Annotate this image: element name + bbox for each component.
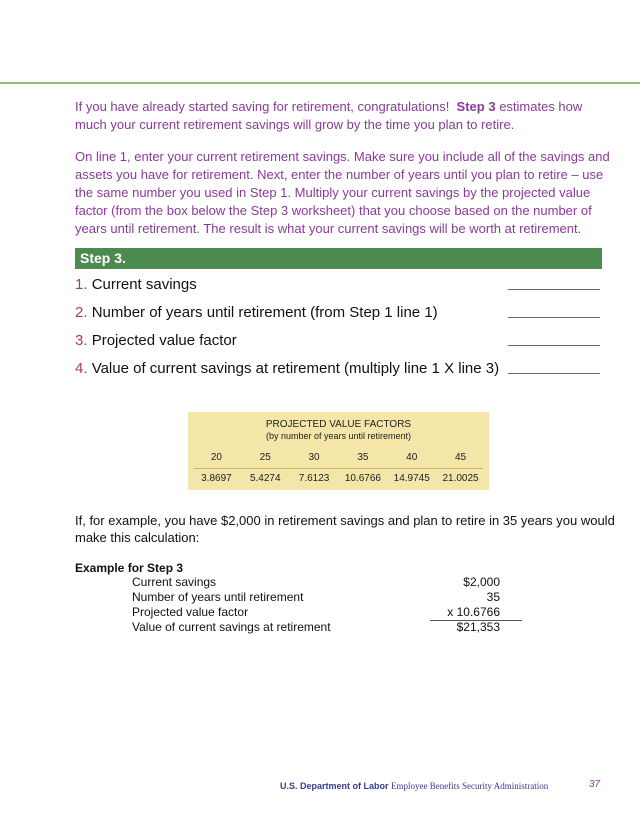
worksheet-line-4 [75,357,602,385]
factors-title: PROJECTED VALUE FACTORS [265,419,412,430]
factor-value: 14.9745 [393,473,430,484]
example-label: Number of years until retirement [132,590,304,604]
example-value: $2,000 [463,575,500,589]
example-label: Value of current savings at retirement [132,620,331,634]
footer [280,781,548,791]
intro-paragraph-2: On line 1, enter your current retirement savings. Make sure you include all of the savings and assets you have for retirement. Next, enter the number of years until you plan to retire – use the same number you used in Step 1. Multiply your current savings by the projected value factor (from the box below the Step 3 worksheet) that you choose based on the number of years until retirement. The result is what your current savings will be worth at retirement. [75,149,610,236]
factor-year: 40 [406,452,418,463]
example-label: Current savings [132,575,217,589]
factor-value: 21.0025 [442,473,479,484]
intro-text [75,98,610,252]
example-table [132,575,522,635]
step-header: Step 3. [75,248,602,269]
example-row [132,605,522,620]
line-3-blank[interactable] [508,345,600,346]
factor-value: 7.6123 [298,473,330,484]
factor-value: 3.8697 [201,473,232,484]
intro-step-ref: Step 3 [456,99,496,114]
factors-subtitle: (by number of years until retirement) [265,431,412,441]
example-intro-text: If, for example, you have $2,000 in retirement savings and plan to retire in 35 years you would make this calculation: [75,513,615,545]
example-row [132,575,522,590]
factor-year: 25 [259,452,271,463]
line-number: 4. [75,360,88,377]
line-label: Number of years until retirement (from Step 1 line 1) [91,304,438,321]
line-4-blank[interactable] [508,373,600,374]
factors-years-row [192,452,485,463]
line-number: 2. [75,304,88,321]
factors-divider [194,468,483,469]
line-number: 3. [75,332,88,349]
example-value: 35 [486,590,500,604]
factor-year: 30 [308,452,320,463]
factor-value: 10.6766 [344,473,381,484]
line-number: 1. [75,276,88,293]
line-label: Value of current savings at retirement (multiply line 1 X line 3) [91,360,500,377]
example-row [132,620,522,635]
factors-values-row [192,473,485,484]
intro-p1-start: If you have already started saving for retirement, congratulations! [75,99,450,114]
line-label: Current savings [91,276,197,293]
worksheet-line-1 [75,273,602,301]
factor-year: 20 [210,452,222,463]
example-label: Projected value factor [132,605,249,619]
factor-value: 5.4274 [249,473,281,484]
factor-year: 35 [357,452,369,463]
worksheet-line-3 [75,329,602,357]
line-2-blank[interactable] [508,317,600,318]
footer-department: U.S. Department of Labor [280,781,389,791]
example-value: x 10.6766 [447,605,500,619]
top-divider [0,82,640,84]
example-row [132,590,522,605]
intro-paragraph-1 [75,98,610,134]
factor-year: 45 [454,452,467,463]
line-1-blank[interactable] [508,289,600,290]
worksheet-lines [75,273,602,385]
example-value: $21,353 [456,620,500,634]
intro-p1-end: estimates how much your current retirement savings will grow by the time you plan to retire. [75,99,583,132]
projected-value-factors-box [188,412,489,490]
worksheet-line-2 [75,301,602,329]
footer-agency: Employee Benefits Security Administration [391,781,549,791]
example-heading: Example for Step 3 [75,561,184,575]
page-number: 37 [589,779,601,790]
line-label: Projected value factor [91,332,237,349]
